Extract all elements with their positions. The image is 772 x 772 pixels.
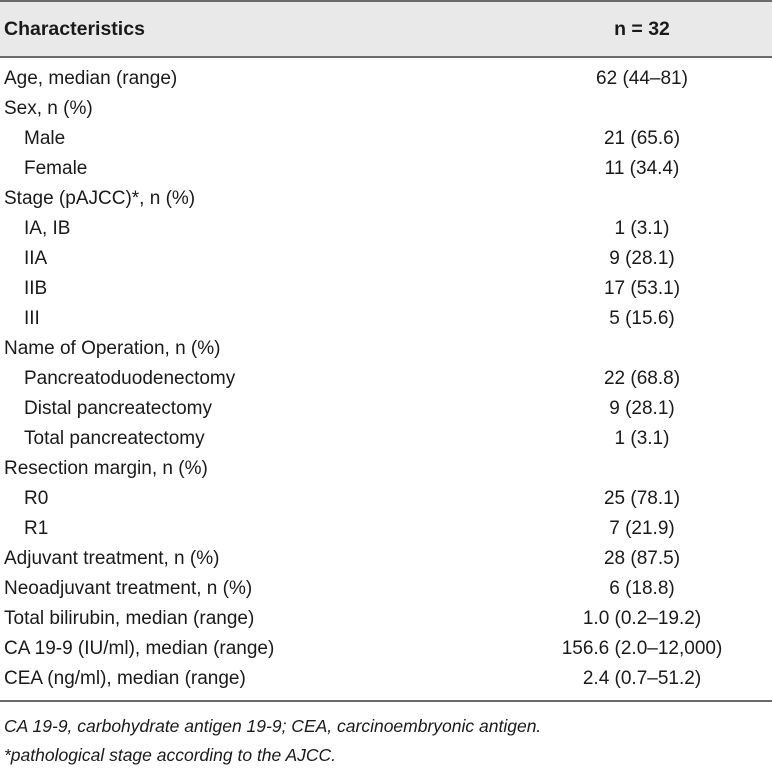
row-label: Female xyxy=(24,158,88,179)
table-row xyxy=(0,454,772,484)
row-label: Neoadjuvant treatment, n (%) xyxy=(4,578,253,599)
row-label: R0 xyxy=(24,488,49,509)
table-row xyxy=(0,184,772,214)
table-row xyxy=(0,364,772,394)
row-label: Adjuvant treatment, n (%) xyxy=(4,548,220,569)
row-value: 11 (34.4) xyxy=(604,158,680,179)
table-row xyxy=(0,244,772,274)
row-label: Stage (pAJCC)*, n (%) xyxy=(4,188,196,209)
row-value: 9 (28.1) xyxy=(609,398,675,419)
row-value: 62 (44–81) xyxy=(596,68,688,89)
table-row xyxy=(0,604,772,634)
row-value: 21 (65.6) xyxy=(603,128,681,149)
row-label: IA, IB xyxy=(24,218,71,239)
row-label: IIB xyxy=(24,278,48,299)
row-label: Distal pancreatectomy xyxy=(24,398,212,419)
row-label: Sex, n (%) xyxy=(4,98,93,119)
row-label: Pancreatoduodenectomy xyxy=(24,368,236,389)
row-value: 28 (87.5) xyxy=(603,548,681,569)
table-row xyxy=(0,544,772,574)
table-row xyxy=(0,124,772,154)
table-body xyxy=(0,58,772,694)
table-row xyxy=(0,214,772,244)
table-row xyxy=(0,154,772,184)
row-label: Resection margin, n (%) xyxy=(4,458,208,479)
row-value: 9 (28.1) xyxy=(609,248,675,269)
table-row xyxy=(0,94,772,124)
row-value: 2.4 (0.7–51.2) xyxy=(582,668,702,689)
row-value: 1 (3.1) xyxy=(614,218,670,239)
row-value: 5 (15.6) xyxy=(609,308,675,329)
row-value: 156.6 (2.0–12,000) xyxy=(561,638,723,659)
header-n-count: n = 32 xyxy=(614,17,670,40)
row-value: 1.0 (0.2–19.2) xyxy=(582,608,702,629)
row-label: Name of Operation, n (%) xyxy=(4,338,221,359)
row-label: IIA xyxy=(24,248,48,269)
table-row xyxy=(0,274,772,304)
row-label: CA 19-9 (IU/ml), median (range) xyxy=(4,638,275,659)
table-row xyxy=(0,334,772,364)
row-label: CEA (ng/ml), median (range) xyxy=(4,668,246,689)
row-value: 6 (18.8) xyxy=(609,578,675,599)
row-label: III xyxy=(24,308,40,329)
table-row xyxy=(0,574,772,604)
row-value: 22 (68.8) xyxy=(603,368,681,389)
row-value: 1 (3.1) xyxy=(614,428,670,449)
table-row xyxy=(0,664,772,694)
table-row xyxy=(0,394,772,424)
table-row xyxy=(0,64,772,94)
row-label: Age, median (range) xyxy=(4,68,178,89)
table-row xyxy=(0,424,772,454)
table-row xyxy=(0,634,772,664)
header-characteristics: Characteristics xyxy=(4,17,145,40)
table-row xyxy=(0,514,772,544)
row-value: 7 (21.9) xyxy=(609,518,675,539)
row-label: Total bilirubin, median (range) xyxy=(4,608,255,629)
table-header-row xyxy=(0,0,772,58)
table-footnotes xyxy=(0,702,772,770)
row-value: 17 (53.1) xyxy=(603,278,681,299)
row-label: R1 xyxy=(24,518,49,539)
footnote-line: CA 19-9, carbohydrate antigen 19-9; CEA, carcinoembryonic antigen. xyxy=(4,716,542,736)
table-row xyxy=(0,484,772,514)
row-label: Male xyxy=(24,128,66,149)
row-label: Total pancreatectomy xyxy=(24,428,205,449)
footnote-line: *pathological stage according to the AJCC. xyxy=(4,745,337,765)
row-value: 25 (78.1) xyxy=(603,488,681,509)
table-row xyxy=(0,304,772,334)
